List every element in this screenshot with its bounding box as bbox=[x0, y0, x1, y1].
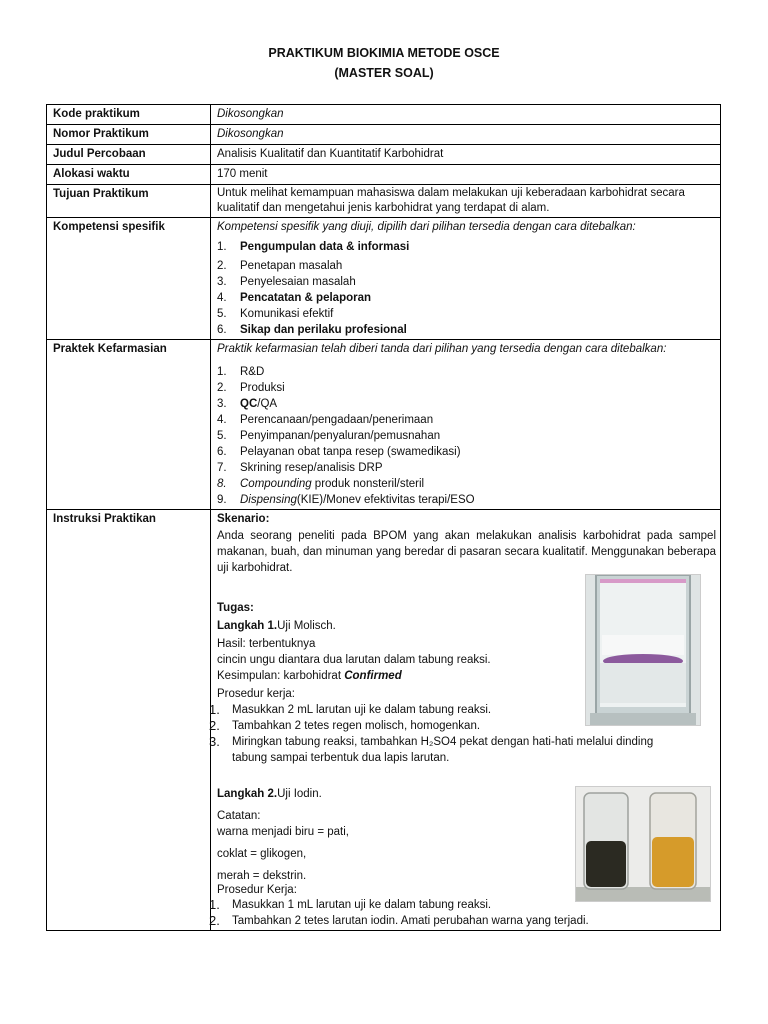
praktikum-table bbox=[46, 104, 721, 931]
list-item: 5. Komunikasi efektif bbox=[217, 308, 334, 320]
list-item: 6. Sikap dan perilaku profesional bbox=[217, 324, 407, 336]
label-kefarmasian: Praktek Kefarmasian bbox=[47, 340, 211, 509]
row-tujuan bbox=[47, 185, 720, 218]
list-item: 1. R&D bbox=[217, 366, 265, 378]
step2-heading: Langkah 2.Uji Iodin. bbox=[217, 788, 322, 800]
value-judul: Analisis Kualitatif dan Kuantitatif Karbohidrat bbox=[217, 148, 444, 160]
list-item: 1. Pengumpulan data & informasi bbox=[217, 241, 410, 253]
list-item: 5. Penyimpanan/penyaluran/pemusnahan bbox=[217, 430, 441, 442]
label-kompetensi: Kompetensi spesifik bbox=[47, 218, 211, 339]
label-kode: Kode praktikum bbox=[47, 105, 211, 124]
prosedur2-list bbox=[209, 897, 679, 929]
label-nomor: Nomor Praktikum bbox=[47, 125, 211, 144]
list-item: 4. Perencanaan/pengadaan/penerimaan bbox=[217, 414, 434, 426]
kompetensi-list bbox=[217, 239, 716, 338]
list-item: 9. Dispensing(KIE)/Monev efektivitas terapi/ESO bbox=[217, 494, 475, 506]
row-judul bbox=[47, 145, 720, 165]
list-item: 3. Miringkan tabung reaksi, tambahkan H₂SO4 pekat dengan hati-hati melalui dinding tabung sampai terbentuk dua lapis larutan. bbox=[209, 734, 654, 764]
value-kompetensi bbox=[211, 218, 720, 339]
list-item: 3. QC/QA bbox=[217, 398, 278, 410]
tugas-heading: Tugas: bbox=[217, 602, 254, 614]
hasil-line-2: cincin ungu diantara dua larutan dalam tabung reaksi. bbox=[217, 654, 491, 666]
skenario-text: Anda seorang peneliti pada BPOM yang akan melakukan analisis karbohidrat pada sampel makanan, buah, dan minuman yang beredar di pasaran secara kualitatif. Menggunakan beberapa uji karbohidrat. bbox=[217, 530, 716, 574]
value-instruksi bbox=[211, 510, 720, 930]
skenario-heading: Skenario: bbox=[217, 513, 270, 525]
document-subtitle: (MASTER SOAL) bbox=[334, 66, 434, 80]
iodine-test-photo bbox=[575, 786, 711, 902]
label-tujuan: Tujuan Praktikum bbox=[47, 185, 211, 217]
catatan-dekstrin: merah = dekstrin. bbox=[217, 870, 307, 882]
hasil-line-1: Hasil: terbentuknya bbox=[217, 638, 316, 650]
list-item: 2. Produksi bbox=[217, 382, 285, 394]
label-alokasi: Alokasi waktu bbox=[47, 165, 211, 184]
kefarmasian-list bbox=[217, 364, 716, 508]
row-kefarmasian bbox=[47, 340, 720, 510]
row-instruksi bbox=[47, 510, 720, 930]
value-tujuan: Untuk melihat kemampuan mahasiswa dalam melakukan uji keberadaan karbohidrat secara kualitatif dan mengetahui jenis karbohidrat yang terdapat di alam. bbox=[217, 187, 685, 214]
value-kode: Dikosongkan bbox=[217, 108, 284, 120]
row-nomor bbox=[47, 125, 720, 145]
kompetensi-intro: Kompetensi spesifik yang diuji, dipilih dari pilihan tersedia dengan cara ditebalkan: bbox=[217, 221, 636, 233]
label-instruksi: Instruksi Praktikan bbox=[47, 510, 211, 930]
prosedur1-list bbox=[209, 702, 679, 766]
list-item: 1. Masukkan 2 mL larutan uji ke dalam tabung reaksi. bbox=[209, 702, 492, 717]
list-item: 2. Tambahkan 2 tetes larutan iodin. Amati perubahan warna yang terjadi. bbox=[209, 913, 589, 928]
kesimpulan: Kesimpulan: karbohidrat Confirmed bbox=[217, 670, 402, 682]
value-nomor: Dikosongkan bbox=[217, 128, 284, 140]
catatan-heading: Catatan: bbox=[217, 810, 261, 822]
list-item: 4. Pencatatan & pelaporan bbox=[217, 292, 372, 304]
step1-heading: Langkah 1.Uji Molisch. bbox=[217, 620, 336, 632]
list-item: 6. Pelayanan obat tanpa resep (swamedikasi) bbox=[217, 446, 461, 458]
value-kefarmasian bbox=[211, 340, 720, 509]
list-item: 3. Penyelesaian masalah bbox=[217, 276, 356, 288]
prosedur1-heading: Prosedur kerja: bbox=[217, 688, 295, 700]
list-item: 2. Penetapan masalah bbox=[217, 260, 343, 272]
label-judul: Judul Percobaan bbox=[47, 145, 211, 164]
list-item: 1. Masukkan 1 mL larutan uji ke dalam tabung reaksi. bbox=[209, 897, 492, 912]
prosedur2-heading: Prosedur Kerja: bbox=[217, 884, 297, 896]
value-alokasi: 170 menit bbox=[217, 168, 268, 180]
catatan-pati: warna menjadi biru = pati, bbox=[217, 826, 350, 838]
kefarmasian-intro: Praktik kefarmasian telah diberi tanda dari pilihan yang tersedia dengan cara ditebalkan: bbox=[217, 343, 667, 355]
list-item: 7. Skrining resep/analisis DRP bbox=[217, 462, 383, 474]
row-kode bbox=[47, 105, 720, 125]
row-kompetensi bbox=[47, 218, 720, 340]
list-item: 2. Tambahkan 2 tetes regen molisch, homogenkan. bbox=[209, 718, 481, 733]
list-item: 8. Compounding produk nonsteril/steril bbox=[217, 478, 425, 490]
row-alokasi bbox=[47, 165, 720, 185]
catatan-glikogen: coklat = glikogen, bbox=[217, 848, 307, 860]
document-title: PRAKTIKUM BIOKIMIA METODE OSCE bbox=[268, 46, 500, 60]
